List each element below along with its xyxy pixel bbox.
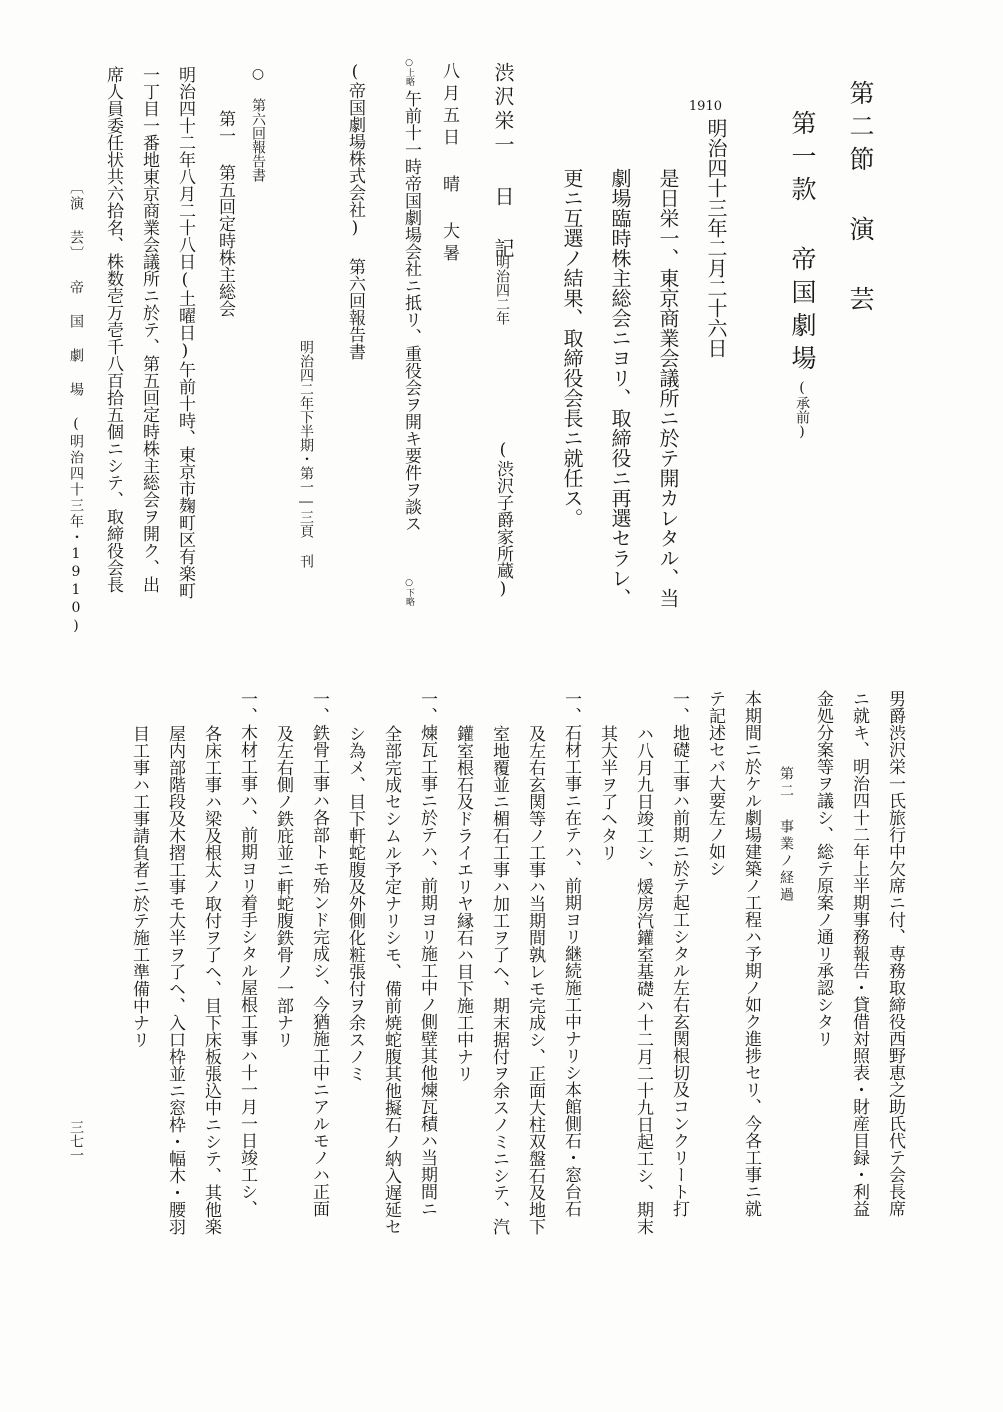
body-line: 金処分案等ヲ議シ、総テ原案ノ通リ承認シタリ bbox=[813, 690, 833, 1047]
meeting-line: 明治四十二年八月二十八日(土曜日)午前十時、東京市麹町区有楽町 bbox=[175, 66, 195, 599]
body-line: 及左右玄関等ノ工事ハ当期間孰レモ完成シ、正面大柱双盤石及地下 bbox=[525, 725, 545, 1235]
subsection-note: (承前) bbox=[794, 380, 810, 440]
date-line: 明治四十三年二月二十六日 bbox=[704, 118, 728, 358]
report-meta: 明治四二年下半期・第一―三頁 刊 bbox=[298, 340, 314, 568]
omission-mark: ○下略 bbox=[404, 578, 414, 606]
body-line: 室地覆並ニ楣石工事ハ加工ヲ了ヘ、期末据付ヲ余スノミニシテ、汽 bbox=[489, 725, 509, 1235]
omission-mark: ○上略 bbox=[404, 58, 414, 86]
section-title: 第二節 演 芸 bbox=[846, 80, 875, 319]
report-heading: ○ 第六回報告書 bbox=[250, 66, 266, 182]
section-heading: 第二 事業ノ経過 bbox=[778, 766, 794, 904]
body-line: 一、鉄骨工事ハ各部トモ殆ンド完成シ、今猶施工中ニアルモノハ正面 bbox=[309, 690, 329, 1217]
body-line: 各床工事ハ梁及根太ノ取付ヲ了ヘ、目下床板張込中ニシテ、其他楽 bbox=[201, 725, 221, 1235]
body-line: ハ八月九日竣工シ、煖房汽鑵室基礎ハ十二月二十九日起工シ、期末 bbox=[633, 725, 653, 1235]
body-line: シ為メ、目下軒蛇腹及外側化粧張付ヲ余スノミ bbox=[345, 725, 365, 1082]
body-line: 目工事ハ工事請負者ニ於テ施工準備中ナリ bbox=[129, 725, 149, 1048]
diary-text: 午前十一時帝国劇場会社ニ抵リ、重役会ヲ開キ要件ヲ談ス bbox=[401, 90, 421, 532]
body-line: 劇場臨時株主総会ニヨリ、取締役ニ再選セラレ、 bbox=[608, 168, 632, 608]
body-line: 男爵渋沢栄一氏旅行中欠席ニ付、専務取締役西野恵之助氏代テ会長席 bbox=[885, 690, 905, 1217]
meeting-line: 席人員委任状共六拾名、株数壱万壱千八百拾五個ニシテ、取締役会長 bbox=[103, 66, 123, 593]
year-label: 1910 bbox=[688, 99, 722, 114]
body-line: 一、木材工事ハ、前期ヨリ着手シタル屋根工事ハ十一月一日竣工シ、 bbox=[237, 690, 257, 1217]
body-line: 一、煉瓦工事ニ於テハ、前期ヨリ施工中ノ側壁其他煉瓦積ハ当期間ニ bbox=[417, 690, 437, 1217]
body-line: 是日栄一、東京商業会議所ニ於テ開カレタル、当 bbox=[656, 168, 680, 608]
body-line: 屋内部階段及木摺工事モ大半ヲ了ヘ、入口枠並ニ窓枠・幅木・腰羽 bbox=[165, 725, 185, 1235]
diary-date: 八月五日 晴 大暑 bbox=[439, 62, 459, 266]
body-line: ニ就キ、明治四十二年上半期事務報告・貸借対照表・財産目録・利益 bbox=[849, 690, 869, 1217]
diary-title: 渋沢栄一 日 記 bbox=[491, 62, 515, 262]
meeting-heading: 第一 第五回定時株主総会 bbox=[215, 110, 235, 317]
diary-year: 明治四二年 bbox=[494, 255, 510, 325]
body-line: 一、石材工事ニ在テハ、前期ヨリ継続施工中ナリシ本館側石・窓台石 bbox=[561, 690, 581, 1217]
body-line: 及左右側ノ鉄庇並ニ軒蛇腹鉄骨ノ一部ナリ bbox=[273, 725, 293, 1048]
body-line: 更ニ互選ノ結果、取締役会長ニ就任ス。 bbox=[560, 168, 584, 528]
running-head: 〔演 芸〕 帝 国 劇 場 (明治四十三年・1910) bbox=[68, 180, 84, 636]
body-line: 其大半ヲ了ヘタリ bbox=[597, 725, 617, 861]
body-line: 鑵室根石及ドライエリヤ縁石ハ目下施工中ナリ bbox=[453, 725, 473, 1082]
body-line: テ記述セバ大要左ノ如シ bbox=[705, 690, 725, 877]
page-number: 三七一 bbox=[68, 1120, 84, 1162]
meeting-line: 一丁目一番地東京商業会議所ニ於テ、第五回定時株主総会ヲ開ク、出 bbox=[139, 66, 159, 593]
subsection-title: 第一款 帝国劇場 bbox=[788, 110, 817, 378]
body-line: 全部完成セシムル予定ナリシモ、備前焼蛇腹其他擬石ノ納入遅延セ bbox=[381, 725, 401, 1235]
report-title: (帝国劇場株式会社) 第六回報告書 bbox=[345, 62, 365, 360]
body-line: 本期間ニ於ケル劇場建築ノ工程ハ予期ノ如ク進捗セリ、今各工事ニ就 bbox=[741, 690, 761, 1217]
body-line: 一、地礎工事ハ前期ニ於テ起工シタル左右玄関根切及コンクリート打 bbox=[669, 690, 689, 1217]
diary-source: (渋沢子爵家所蔵) bbox=[493, 440, 513, 599]
